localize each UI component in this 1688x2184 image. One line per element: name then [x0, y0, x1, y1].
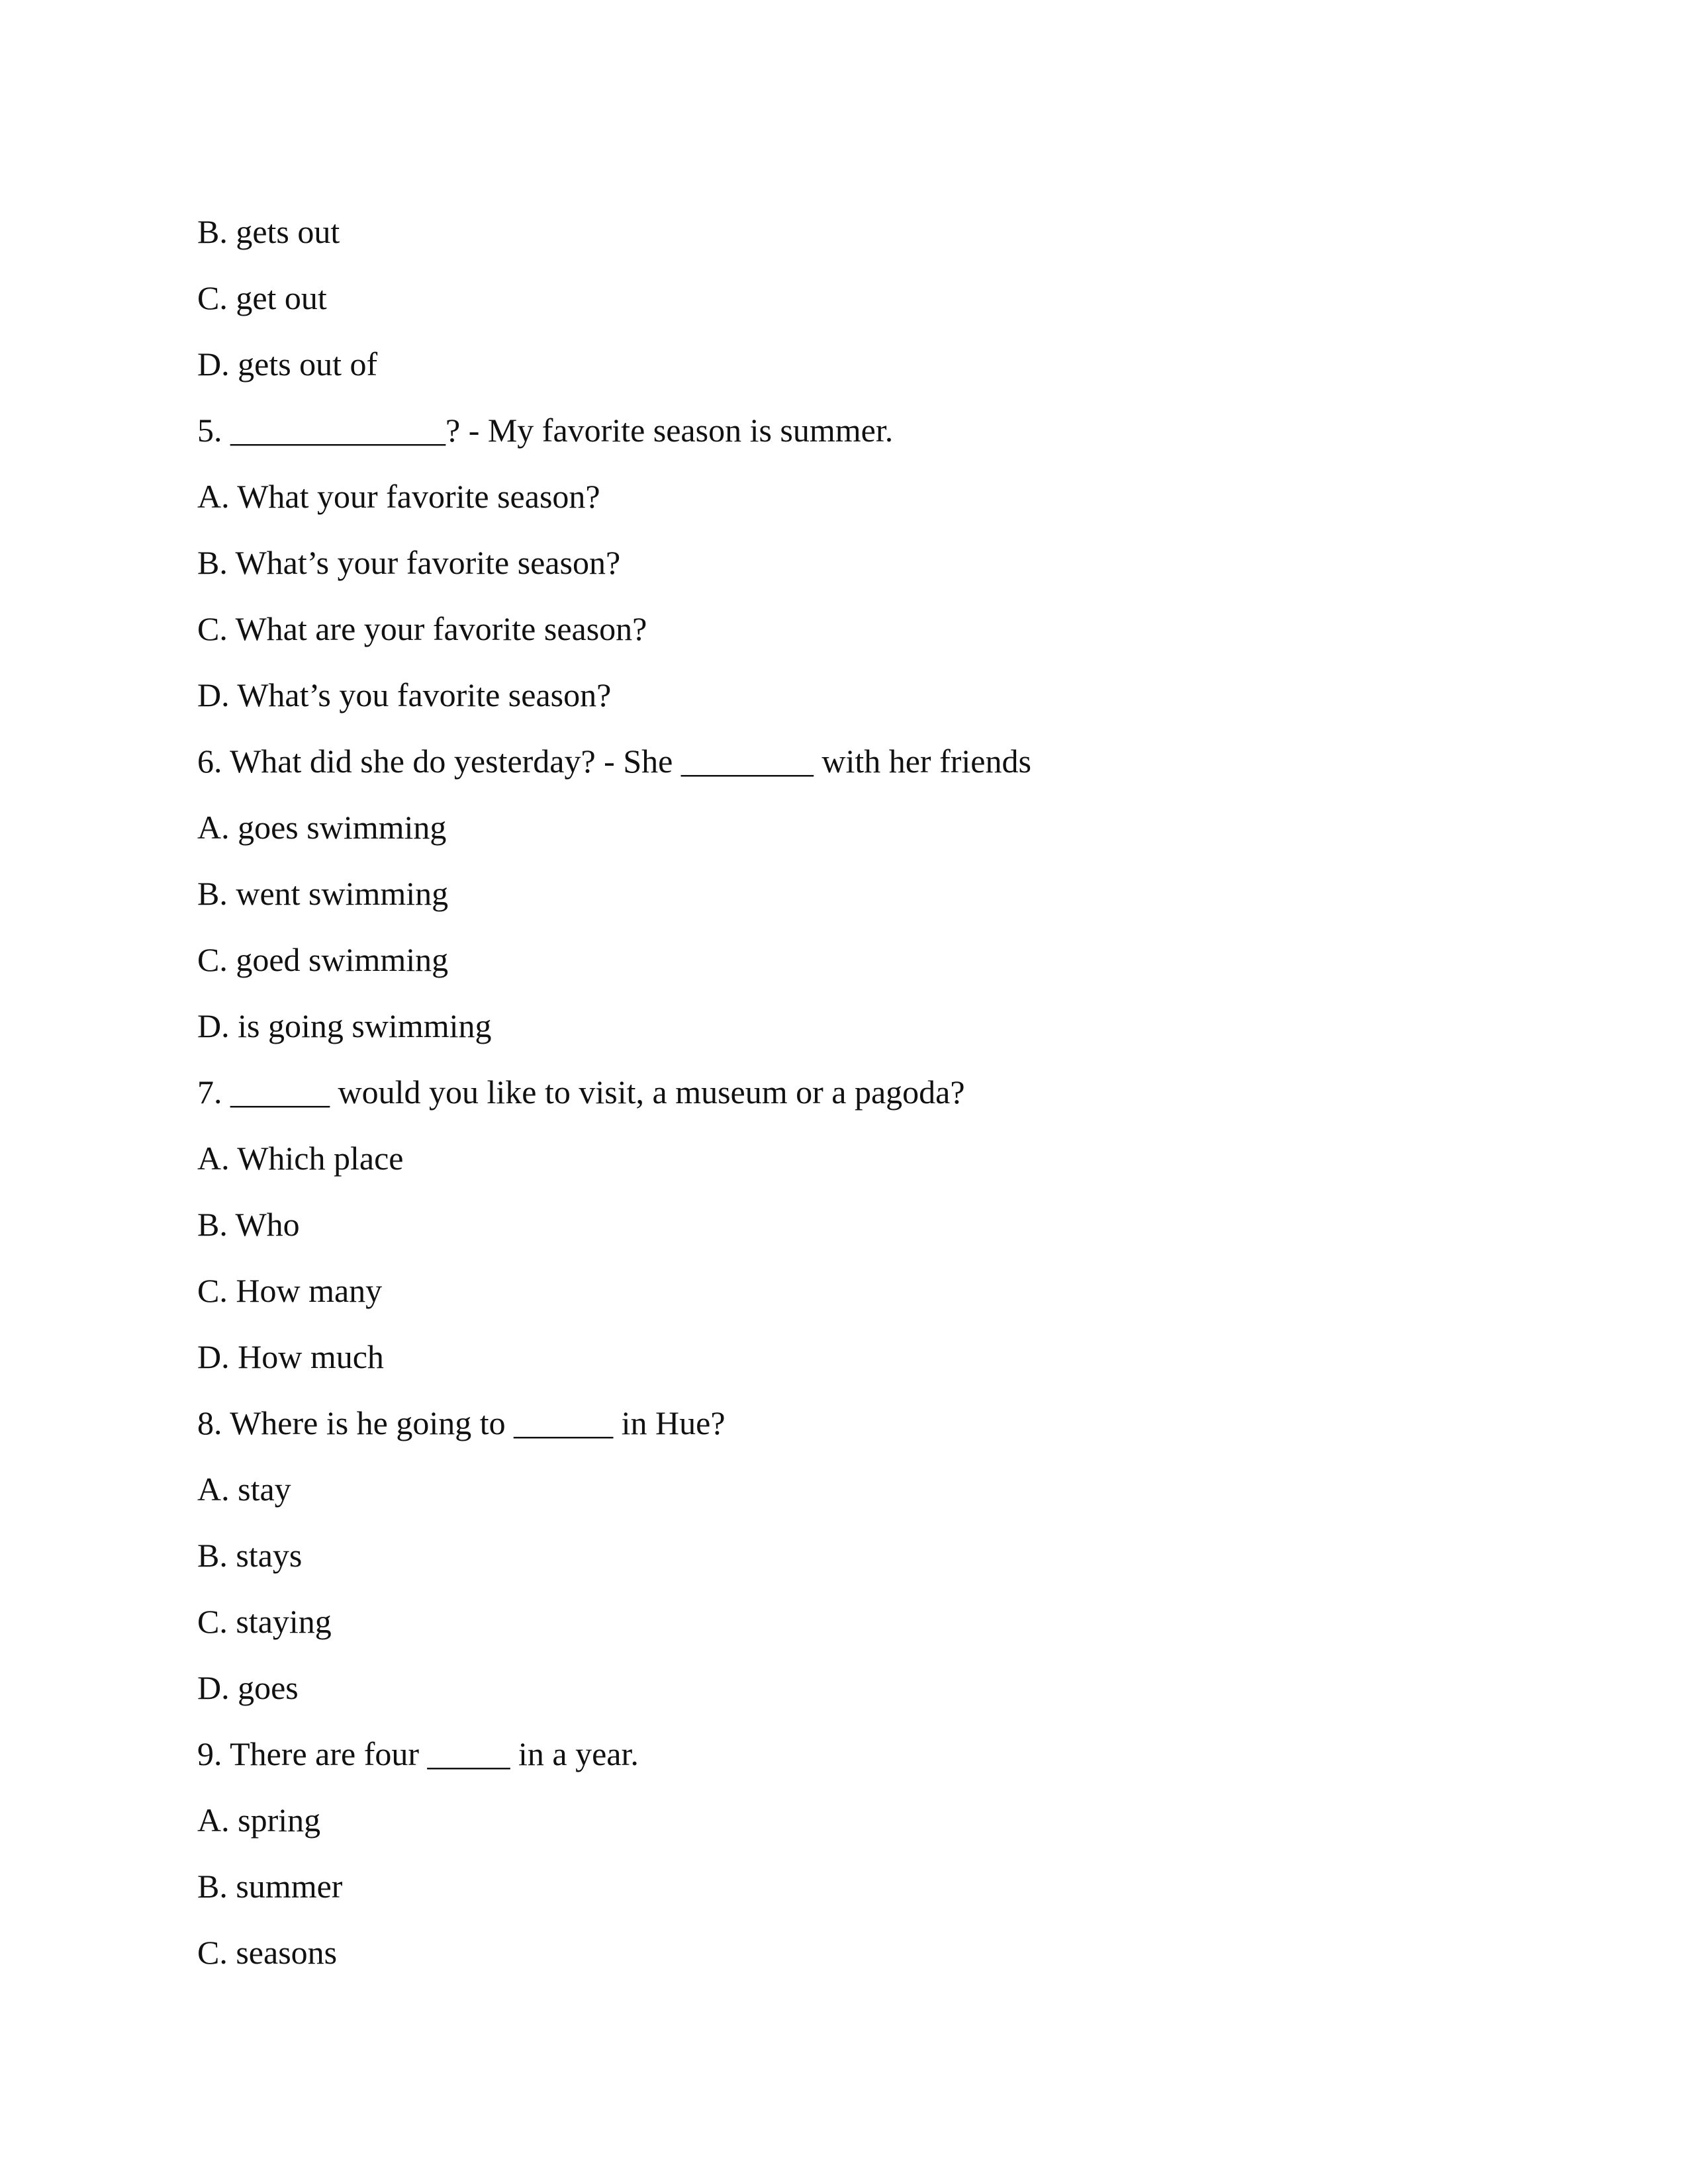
answer-option: A. Which place — [197, 1140, 404, 1177]
answer-option: D. goes — [197, 1669, 299, 1706]
question-5: 5. _____________? - My favorite season is summer. — [197, 412, 894, 449]
answer-option: A. stay — [197, 1471, 291, 1508]
answer-option: C. How many — [197, 1272, 383, 1309]
answer-option: B. What’s your favorite season? — [197, 544, 621, 581]
answer-option: B. gets out — [197, 213, 340, 250]
answer-option: A. What your favorite season? — [197, 478, 600, 515]
document-body — [197, 199, 1495, 1985]
answer-option: C. get out — [197, 279, 327, 316]
answer-option: B. Who — [197, 1206, 300, 1243]
answer-option: D. is going swimming — [197, 1007, 492, 1044]
question-8: 8. Where is he going to ______ in Hue? — [197, 1404, 726, 1441]
answer-option: B. stays — [197, 1537, 303, 1574]
answer-option: C. What are your favorite season? — [197, 610, 647, 647]
answer-option: B. summer — [197, 1868, 343, 1905]
question-6: 6. What did she do yesterday? - She ________ with her friends — [197, 743, 1031, 780]
answer-option: D. gets out of — [197, 345, 378, 383]
question-9: 9. There are four _____ in a year. — [197, 1735, 639, 1772]
answer-option: A. spring — [197, 1801, 321, 1839]
question-7: 7. ______ would you like to visit, a museum or a pagoda? — [197, 1073, 965, 1111]
answer-option: B. went swimming — [197, 875, 449, 912]
answer-option: C. staying — [197, 1603, 332, 1640]
answer-option: D. What’s you favorite season? — [197, 676, 612, 713]
answer-option: C. goed swimming — [197, 941, 449, 978]
answer-option: C. seasons — [197, 1934, 338, 1971]
answer-option: D. How much — [197, 1338, 384, 1375]
answer-option: A. goes swimming — [197, 809, 447, 846]
